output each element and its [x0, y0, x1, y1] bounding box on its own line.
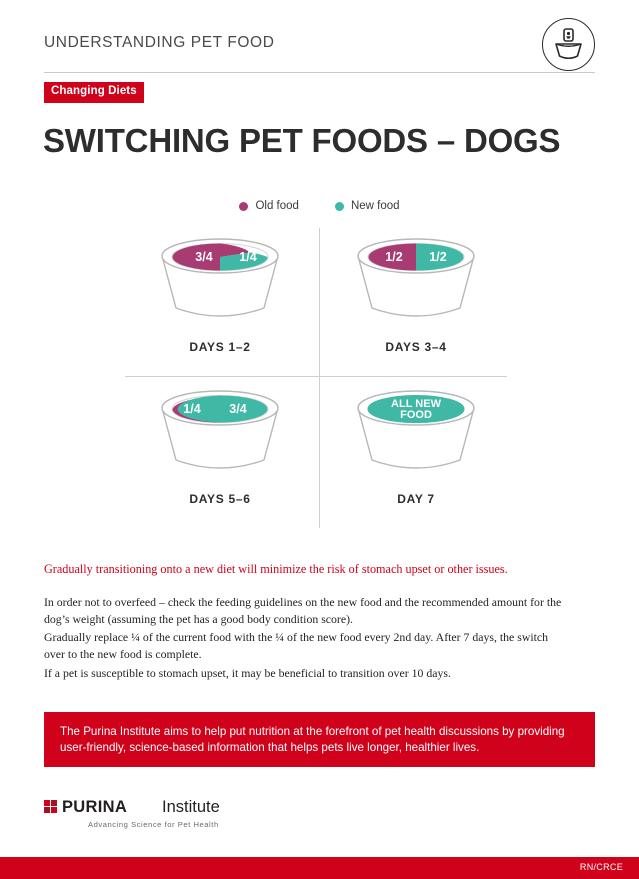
- bowl-illustration: [336, 230, 496, 330]
- legend-dot-old-icon: [239, 202, 248, 211]
- section-tag: Changing Diets: [44, 82, 144, 103]
- legend-item-new-food: [335, 200, 400, 212]
- bowl-panel-day-7: [321, 380, 511, 528]
- bowl-fraction-new: 1/2: [429, 250, 447, 264]
- bowl-fraction-new: 3/4: [229, 402, 247, 416]
- bowl-panel-label: DAYS 1–2: [189, 340, 251, 354]
- legend-label-old: Old food: [255, 200, 299, 212]
- bowl-fraction-old: 1/2: [385, 250, 403, 264]
- purina-checkerboard-icon: [44, 800, 58, 813]
- footer-code: RN/CRCE: [579, 862, 623, 872]
- bowl-panel-days-5-6: [125, 380, 315, 528]
- bowl-fraction-new: 1/4: [239, 250, 257, 264]
- body-paragraph-1: In order not to overfeed – check the feeding guidelines on the new food and the recommended amount for the dog’s weight (assuming the pet has a good body condition score).: [44, 595, 562, 626]
- brand-subname: Institute: [162, 798, 220, 816]
- body-paragraph-2: Gradually replace ¼ of the current food with the ¼ of the new food every 2nd day. After 7 days, the switch over to the new food is complete.: [44, 630, 549, 661]
- svg-text:ALL NEW: ALL NEW: [391, 398, 441, 410]
- bowl-panel-label: DAYS 5–6: [189, 492, 251, 506]
- brand-tagline: Advancing Science for Pet Health: [88, 820, 219, 829]
- lead-paragraph: Gradually transitioning onto a new diet will minimize the risk of stomach upset or other issues.: [44, 562, 508, 576]
- brand-name: PURINA: [62, 798, 128, 816]
- header-divider: [44, 72, 595, 73]
- grid-horizontal-divider: [125, 376, 507, 377]
- bowl-illustration: [140, 230, 300, 330]
- bowl-panel-days-1-2: [125, 228, 315, 376]
- grid-vertical-divider: [319, 228, 320, 528]
- callout-banner: [44, 712, 595, 767]
- legend-item-old-food: [239, 200, 298, 212]
- legend-label-new: New food: [350, 200, 400, 212]
- bowl-panel-days-3-4: [321, 228, 511, 376]
- bowl-panel-label: DAYS 3–4: [385, 340, 447, 354]
- footer-bar: [0, 857, 639, 879]
- bowl-diagram-grid: [125, 228, 515, 538]
- document-header: [44, 18, 595, 70]
- bowl-illustration: [140, 382, 300, 482]
- bowl-illustration: [336, 382, 496, 482]
- page-title: UNDERSTANDING PET FOOD: [44, 34, 275, 51]
- legend-dot-new-icon: [335, 202, 344, 211]
- callout-text: The Purina Institute aims to help put nutrition at the forefront of pet health discussions by providing user-friendly, science-based information that helps pets live longer, healthier lives.: [60, 725, 565, 754]
- body-paragraph-3: If a pet is susceptible to stomach upset, it may be beneficial to transition over 10 days.: [44, 666, 451, 680]
- chart-legend: [0, 200, 639, 212]
- bowl-fraction-old: 1/4: [183, 402, 201, 416]
- svg-text:FOOD: FOOD: [400, 409, 432, 421]
- brand-logo: [44, 798, 304, 838]
- bowl-fraction-old: 3/4: [195, 250, 213, 264]
- main-heading: SWITCHING PET FOODS – DOGS: [43, 122, 561, 159]
- pet-bowl-icon: [542, 18, 595, 71]
- bowl-panel-label: DAY 7: [397, 492, 435, 506]
